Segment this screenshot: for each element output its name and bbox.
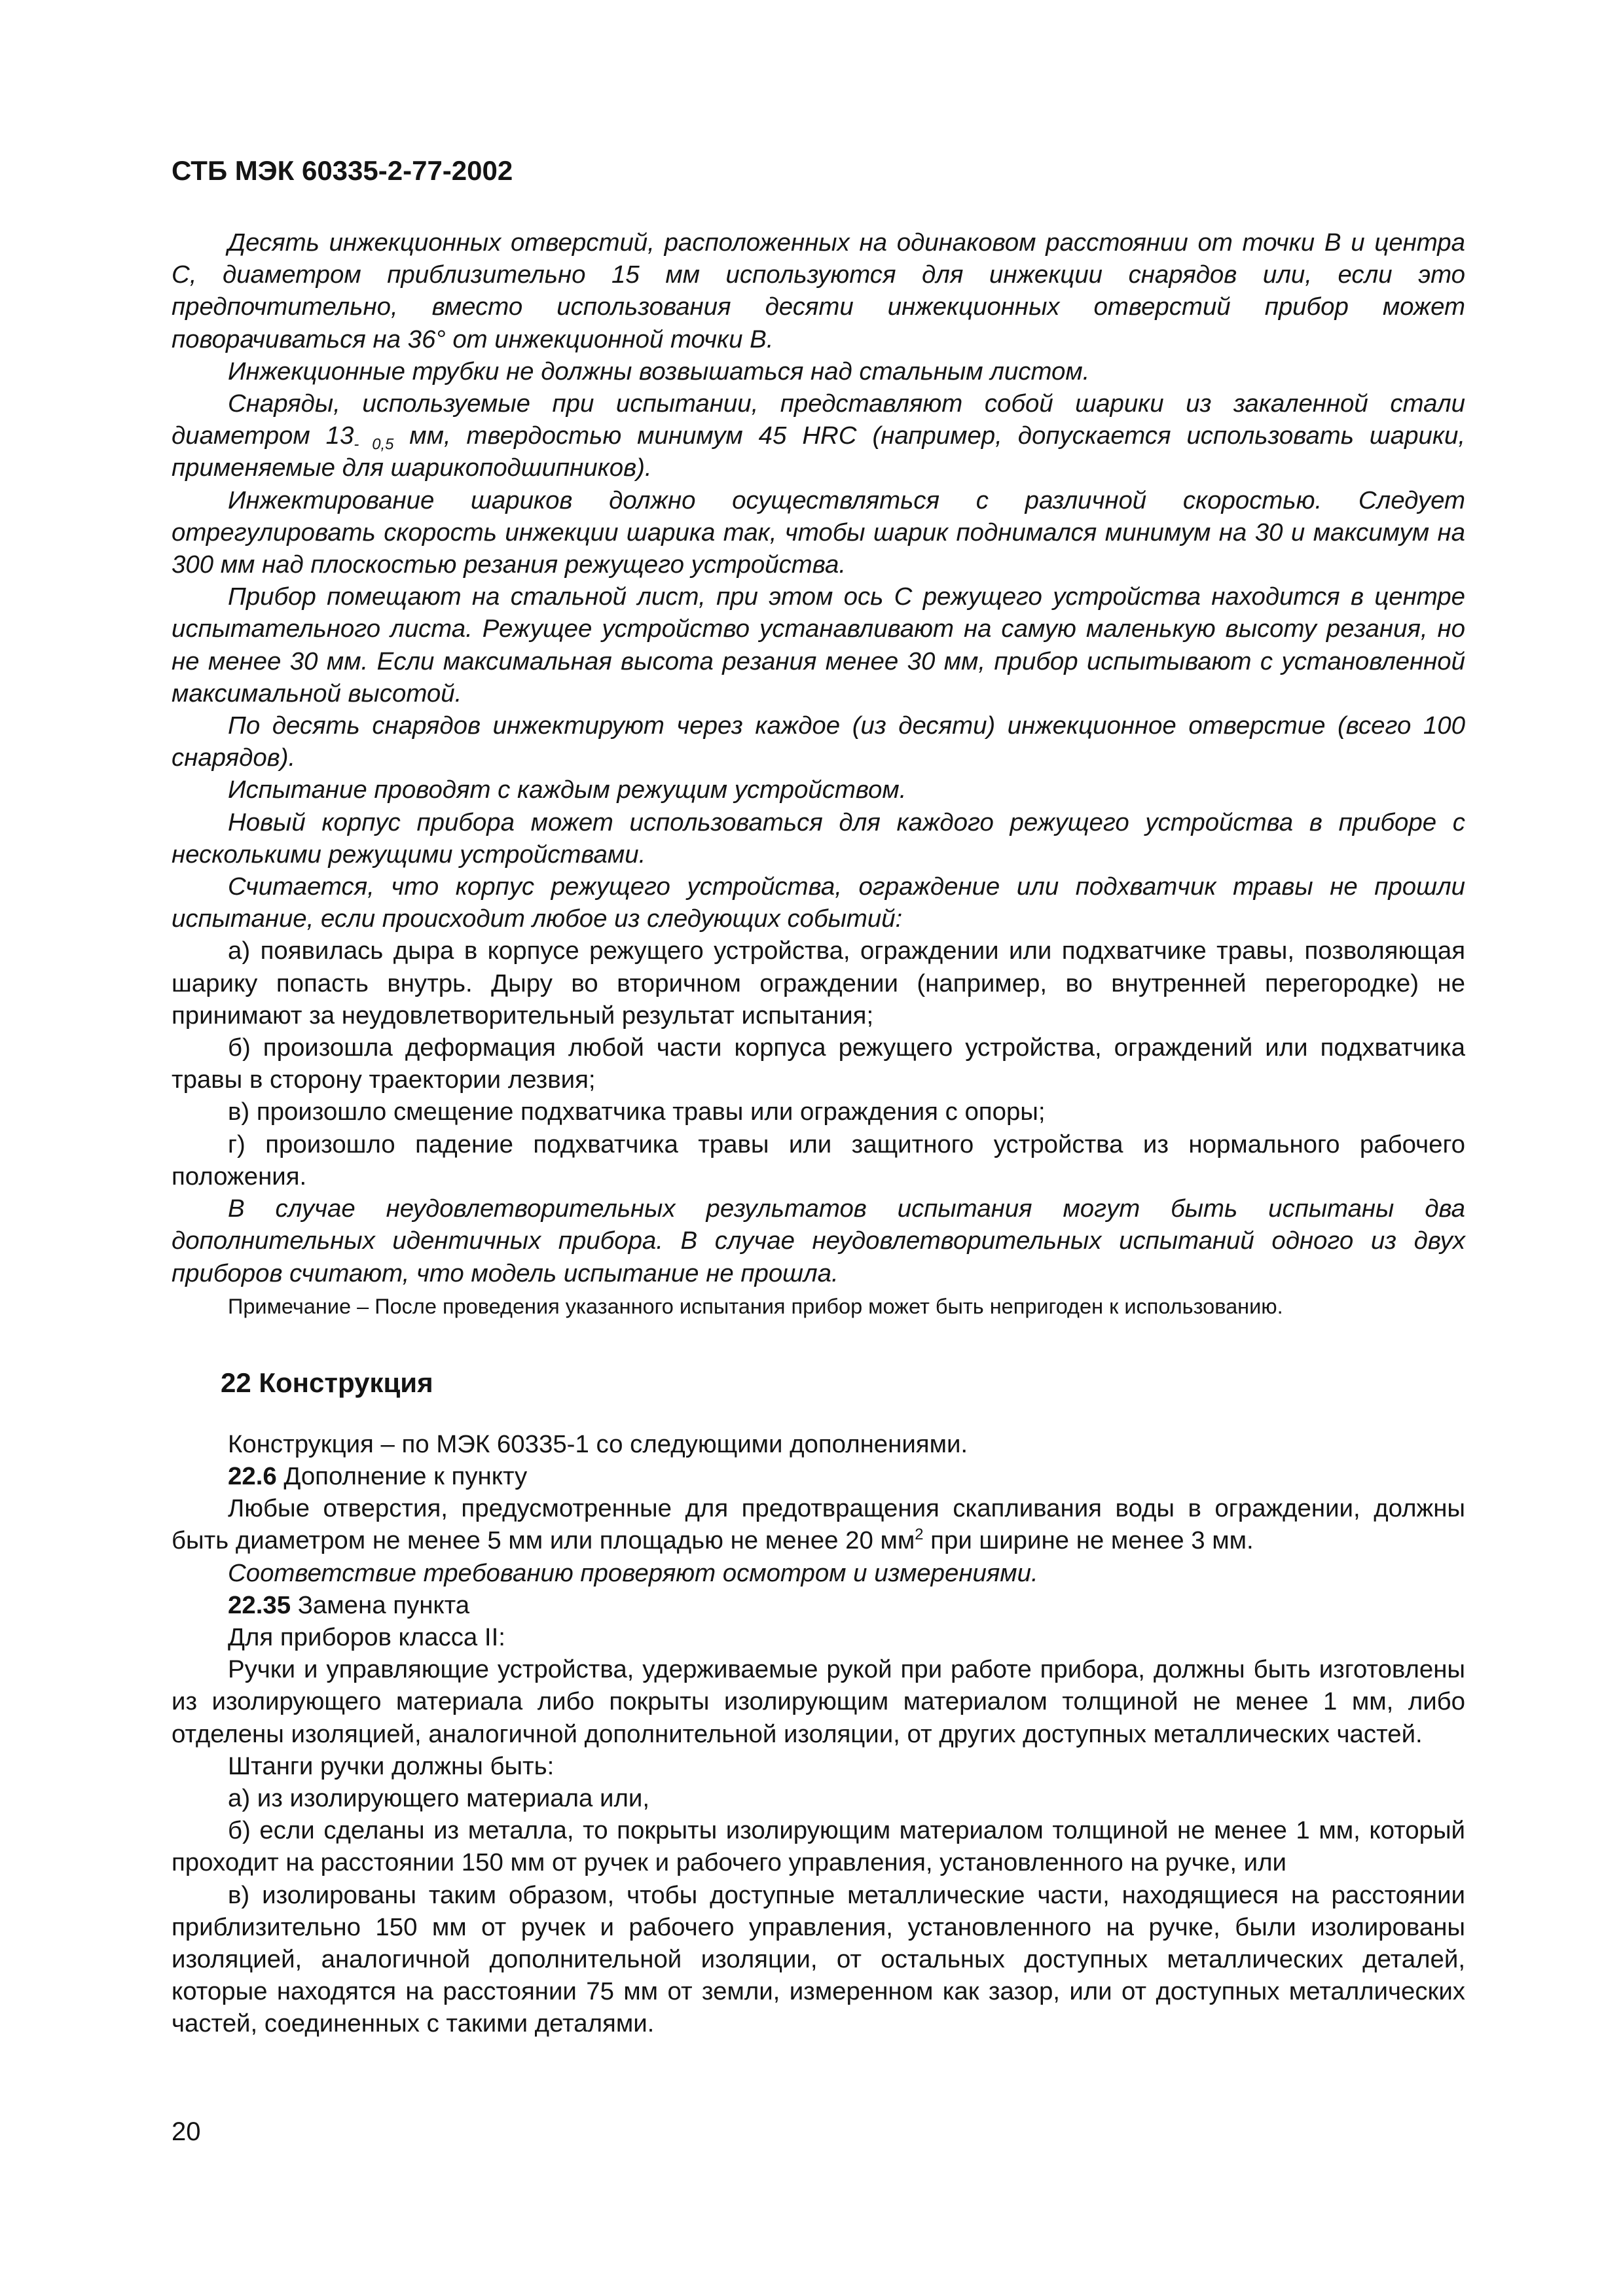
- clause-22-6-title: [172, 1460, 1465, 1492]
- projectiles-text-end: мм, твердостью минимум 45 HRC (например, допускается использовать шарики, применяемые для шарикоподшипников).: [172, 422, 1465, 482]
- handles-requirement: Ручки и управляющие устройства, удерживаемые рукой при работе прибора, должны быть изготовлены из изолирующего материала либо покрыты изолирующим материалом толщиной не менее 1 мм, либо отделены изоляцией, аналогичной дополнительной изоляции, от других доступных металлических частей.: [172, 1655, 1465, 1748]
- handle-bars-item-a: а) из изолирующего материала или,: [228, 1784, 649, 1812]
- clause-22-6-text-end: при ширине не менее 3 мм.: [923, 1526, 1254, 1555]
- failure-item-d: г) произошло падение подхватчика травы или защитного устройства из нормального рабочего положения.: [172, 1130, 1465, 1191]
- test-paragraph-injection-speed: Инжектирование шариков должно осуществляться с различной скоростью. Следует отрегулировать скорость инжекции шарика так, чтобы шарик поднимался минимум на 30 и максимум на 300 мм над плоскостью резания режущего устройства.: [172, 486, 1465, 579]
- test-paragraph-placement: Прибор помещают на стальной лист, при этом ось С режущего устройства находится в центре испытательного листа. Режущее устройство устанавливают на самую маленькую высоту резания, но не менее 30 мм. Если максимальная высота резания менее 30 мм, прибор испытывают с установленной максимальной высотой.: [172, 583, 1465, 708]
- clause-22-6-text: [172, 1492, 1465, 1556]
- diameter-tolerance: - 0,5: [354, 435, 394, 454]
- handle-bars-item-c: в) изолированы таким образом, чтобы доступные металлические части, находящиеся на расстоянии приблизительно 150 мм от ручек и рабочего управления, установленного на ручке, были изолированы изоляцией, аналогичной дополнительной изоляции, от остальных доступных металлических деталей, которые находятся на расстоянии 75 мм от земли, измеренном как зазор, или от доступных металлических частей, соединенных с такими деталями.: [172, 1880, 1465, 2038]
- projectiles-text-start: Снаряды, используемые при испытании, представляют собой шарики из закаленной стали диаметром 13: [172, 389, 1465, 450]
- failure-item-b: б) произошла деформация любой части корпуса режущего устройства, ограждений или подхватчика травы в сторону траектории лезвия;: [172, 1033, 1465, 1094]
- clause-22-35-number: 22.35: [228, 1590, 291, 1619]
- clause-22-6-number: 22.6: [228, 1462, 277, 1490]
- test-paragraph-each-device: Испытание проводят с каждым режущим устройством.: [228, 776, 907, 804]
- failure-item-c: в) произошло смещение подхватчика травы или ограждения с опоры;: [228, 1098, 1046, 1126]
- handle-bars-intro: Штанги ручки должны быть:: [228, 1751, 555, 1780]
- test-paragraph-projectile-count: По десять снарядов инжектируют через каждое (из десяти) инжекционное отверстие (всего 100 снарядов).: [172, 711, 1465, 772]
- test-paragraph-injection-holes: Десять инжекционных отверстий, расположенных на одинаковом расстоянии от точки В и центра С, диаметром приблизительно 15 мм используются для инжекции снарядов или, если это предпочтительно, вместо использования десяти инжекционных отверстий прибор может поворачиваться на 36° от инжекционной точки В.: [172, 228, 1465, 353]
- section-22-intro: Конструкция – по МЭК 60335-1 со следующими дополнениями.: [228, 1429, 968, 1458]
- handle-bars-item-b: б) если сделаны из металла, то покрыты изолирующим материалом толщиной не менее 1 мм, который проходит на расстоянии 150 мм от ручек и рабочего управления, установленного на ручке, или: [172, 1816, 1465, 1877]
- failure-item-a: а) появилась дыра в корпусе режущего устройства, ограждении или подхватчике травы, позволяющая шарику попасть внутрь. Дыру во вторичном ограждении (например, во внутренней перегородке) не принимают за неудовлетворительный результат испытания;: [172, 937, 1465, 1030]
- document-code-header: СТБ МЭК 60335-2-77-2002: [172, 155, 513, 186]
- test-paragraph-additional-samples: В случае неудовлетворительных результатов испытания могут быть испытаны два дополнительных идентичных прибора. В случае неудовлетворительных испытаний одного из двух приборов считают, что модель испытание не прошла.: [172, 1194, 1465, 1287]
- clause-22-35-label: Замена пункта: [291, 1590, 470, 1619]
- body-text: [172, 226, 1465, 2040]
- square-superscript: 2: [915, 1526, 924, 1544]
- test-note: Примечание – После проведения указанного испытания прибор может быть непригоден к использованию.: [228, 1294, 1283, 1318]
- clause-22-6-compliance-check: Соответствие требованию проверяют осмотром и измерениями.: [228, 1558, 1038, 1587]
- test-paragraph-injection-tubes: Инжекционные трубки не должны возвышаться над стальным листом.: [228, 357, 1090, 386]
- clause-22-6-text-start: Любые отверстия, предусмотренные для предотвращения скапливания воды в ограждении, должны быть диаметром не менее 5 мм или площадью не менее 20 мм: [172, 1494, 1465, 1555]
- page-number: 20: [172, 2117, 201, 2146]
- clause-22-35-title: [172, 1589, 1465, 1621]
- class-ii-statement: Для приборов класса II:: [228, 1623, 505, 1651]
- test-paragraph-projectiles: [172, 387, 1465, 484]
- test-paragraph-failure-criteria: Считается, что корпус режущего устройства, ограждение или подхватчик травы не прошли испытание, если происходит любое из следующих событий:: [172, 872, 1465, 933]
- test-paragraph-new-housing: Новый корпус прибора может использоваться для каждого режущего устройства в приборе с несколькими режущими устройствами.: [172, 808, 1465, 869]
- clause-22-6-label: Дополнение к пункту: [276, 1462, 528, 1490]
- section-22-heading: 22 Конструкция: [221, 1367, 433, 1398]
